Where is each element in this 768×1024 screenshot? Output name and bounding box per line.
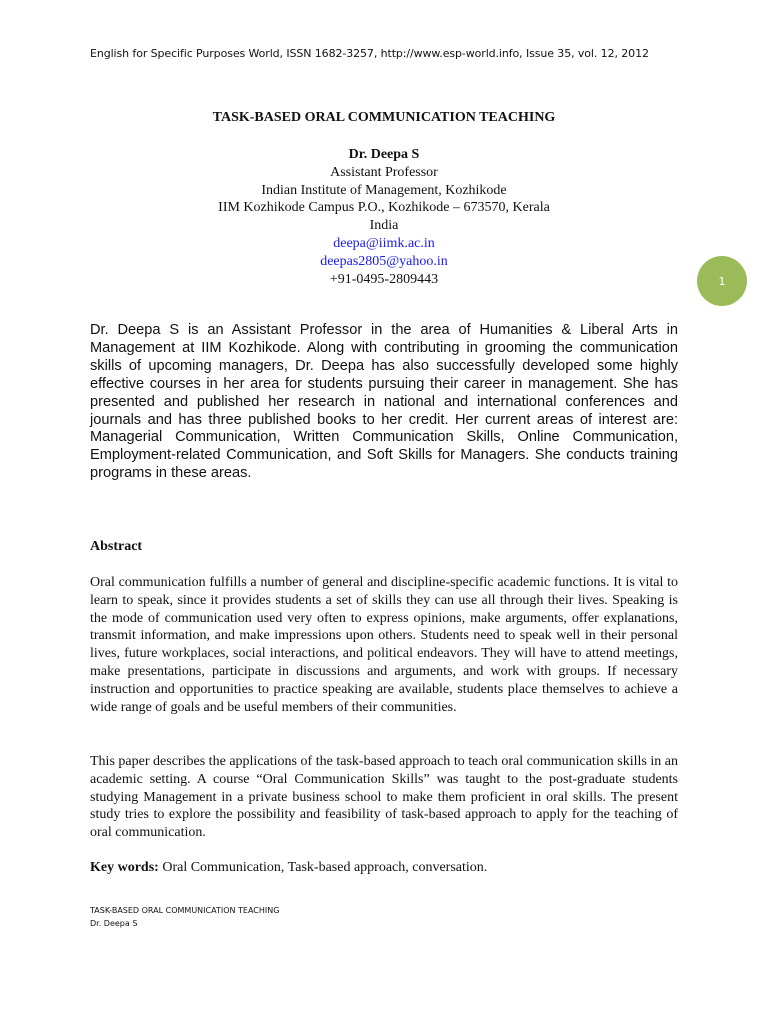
footer-title: TASK-BASED ORAL COMMUNICATION TEACHING — [90, 906, 280, 915]
abstract-paragraph-2: This paper describes the applications of the task-based approach to teach oral communication skills in an academic setting. A course “Oral Communication Skills” was taught to the post-graduate students studying Management in a private business school to make them proficient in oral skills. The present study tries to explore the possibility and feasibility of task-based approach to apply for the teaching of oral communication. — [90, 754, 678, 841]
author-phone: +91-0495-2809443 — [329, 271, 439, 287]
running-header: English for Specific Purposes World, ISSN 1682-3257, http://www.esp-world.info, Issue 35, vol. 12, 2012 — [90, 47, 649, 60]
footer-author: Dr. Deepa S — [90, 919, 138, 928]
abstract-paragraph-1: Oral communication fulfills a number of general and discipline-specific academic functions. It is vital to learn to speak, since it provides students a set of skills they can use all through their lives. Speaking is the mode of communication used very often to express opinions, make arguments, offer explanations, transmit information, and make impressions upon others. Students need to speak well in their personal lives, future workplaces, social interactions, and political endeavors. They will have to attend meetings, make presentations, participate in discussions and arguments, and work with groups. If necessary instruction and opportunities to practice speaking are available, students place themselves to achieve a wide range of goals and be useful members of their communities. — [90, 575, 678, 715]
author-position: Assistant Professor — [330, 164, 438, 180]
keywords-text: Oral Communication, Task-based approach, conversation. — [158, 860, 488, 875]
keywords-label: Key words: — [90, 860, 159, 875]
author-bio: Dr. Deepa S is an Assistant Professor in the area of Humanities & Liberal Arts in Management at IIM Kozhikode. Along with contributing in grooming the communication skills of upcoming managers, Dr. Deepa has also successfully developed some highly effective courses in her area for students pursuing their career in management. She has presented and published her research in national and international conferences and journals and has three published books to her credit. Her current areas of interest are: Managerial Communication, Written Communication Skills, Online Communication, Employment-related Communication, and Soft Skills for Managers. She conducts training programs in these areas. — [90, 322, 678, 482]
author-country: India — [369, 218, 399, 234]
author-email-secondary[interactable]: deepas2805@yahoo.in — [320, 253, 448, 269]
author-name: Dr. Deepa S — [348, 147, 420, 162]
author-email-primary[interactable]: deepa@iimk.ac.in — [333, 235, 435, 251]
author-institution: Indian Institute of Management, Kozhikode — [261, 182, 507, 198]
paper-title: TASK-BASED ORAL COMMUNICATION TEACHING — [212, 110, 556, 125]
keywords-line — [90, 859, 678, 877]
author-address: IIM Kozhikode Campus P.O., Kozhikode – 673570, Kerala — [218, 200, 550, 216]
author-block — [0, 146, 768, 288]
page-footer — [90, 904, 279, 930]
page-number-badge: 1 — [697, 256, 747, 306]
abstract-heading: Abstract — [90, 539, 143, 554]
